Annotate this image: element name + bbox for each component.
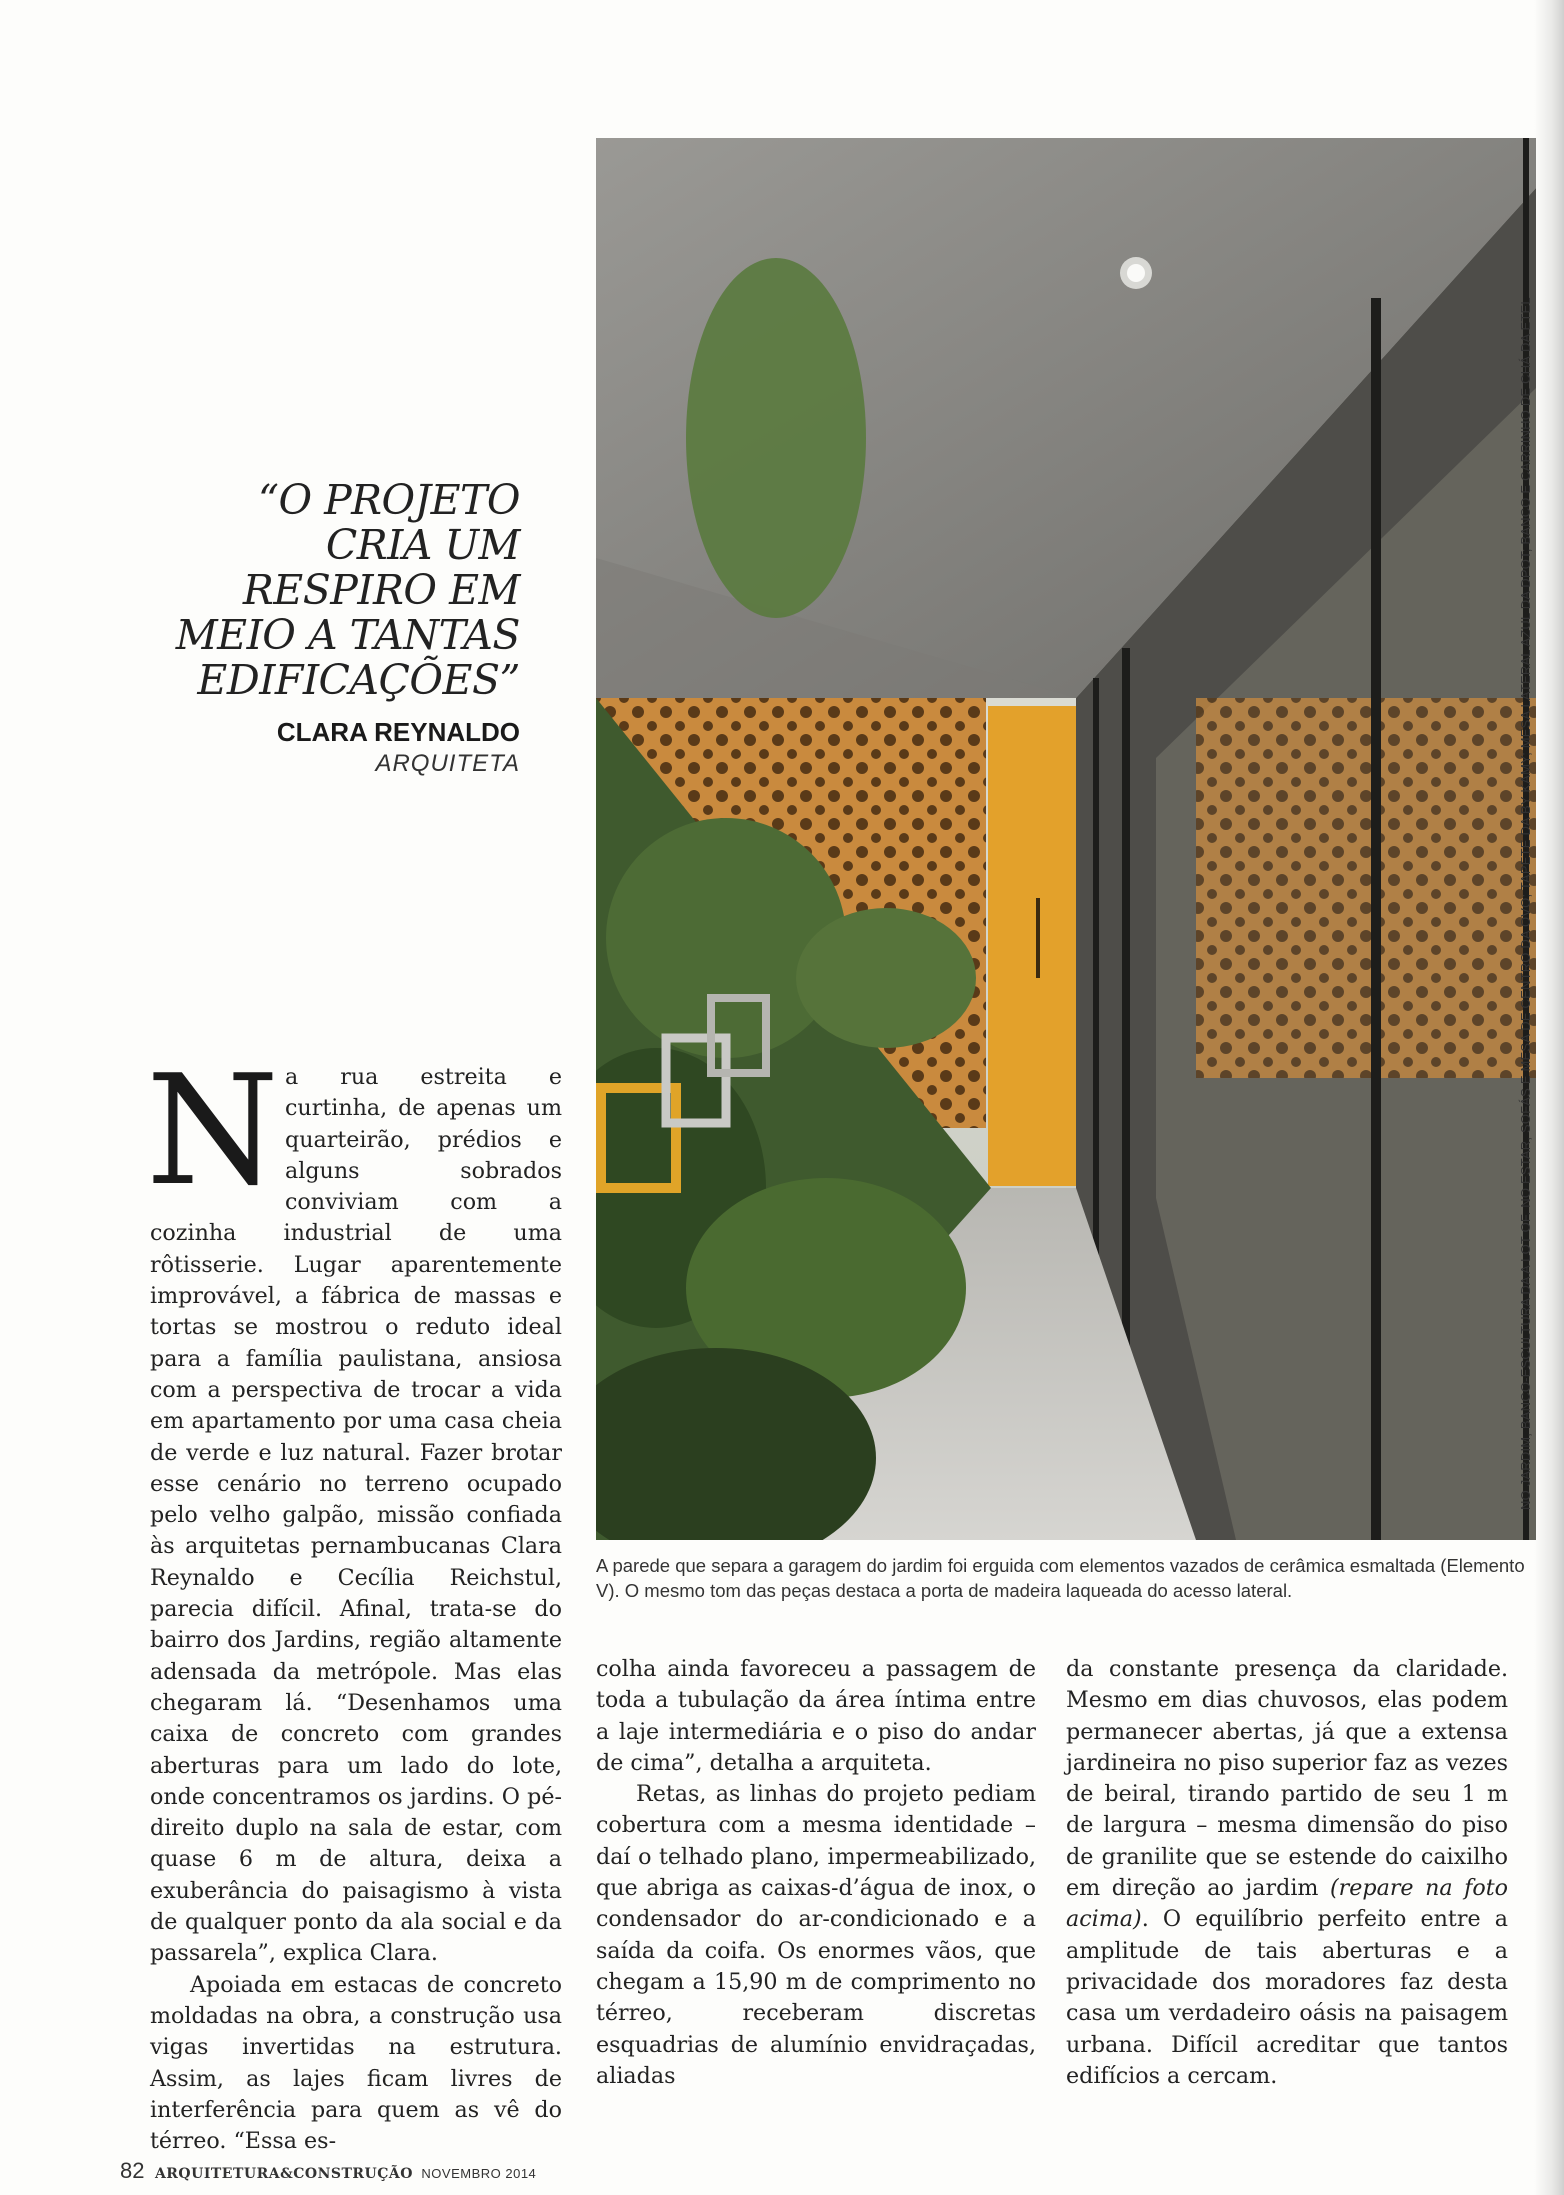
page-edge-shadow	[1534, 0, 1564, 2195]
quote-line: MEIO A TANTAS	[175, 611, 520, 659]
page-footer	[120, 2158, 536, 2184]
article-paragraph	[146, 1042, 562, 1970]
photo-caption: A parede que separa a garagem do jardim foi erguida com elementos vazados de cerâmica esmaltada (Elemento V). O mesmo tom das peças destaca a porta de madeira laqueada do acesso lateral.	[596, 1555, 1525, 1601]
article-column-3	[1066, 1654, 1508, 2092]
article-paragraph: colha ainda favoreceu a passagem de toda a tubulação da área íntima entre a laje intermediária e o piso do andar de cima”, detalha a arquiteta.	[596, 1656, 1036, 1776]
article-column-2	[596, 1654, 1036, 2092]
quote-author: CLARA REYNALDO	[276, 717, 520, 747]
pull-quote	[150, 478, 520, 778]
article-paragraph: Apoiada em estacas de concreto moldadas na obra, a construção usa vigas invertidas na estrutura. Assim, as lajes ficam livres de interferência para quem as vê do térreo. “Essa es-	[150, 1971, 562, 2155]
quote-line: RESPIRO EM	[242, 566, 520, 614]
photo-reference: (repare na foto acima)	[1066, 1875, 1508, 1933]
quote-text	[150, 478, 520, 703]
article-column-1	[146, 1042, 562, 2157]
quote-line: EDIFICAÇÕES”	[197, 656, 520, 704]
issue-date: NOVEMBRO 2014	[421, 2166, 537, 2181]
photo-credit: NO JARDIM, BANCO-ESCULTURA DA A LOT OF. NO ESTAR, SOFÁS E MESA DE CENTRO DA OVO; TAPETE DA BY KAMY; MESA LATERAL AZUL DA DPOT; BANCO E CARRINHO DE CHÁ DA ETEL	[1518, 297, 1533, 1510]
quote-line: CRIA UM	[325, 521, 520, 569]
magazine-name: ARQUITETURA&CONSTRUÇÃO	[154, 2166, 413, 2182]
garden-corridor-photo	[596, 138, 1536, 1540]
article-paragraph	[1066, 1654, 1508, 2092]
quote-author-role: ARQUITETA	[375, 750, 520, 777]
paragraph-text: . O equilíbrio perfeito entre a amplitude de tais aberturas e a privacidade dos moradores faz desta casa um verdadeiro oásis na paisagem urbana. Difícil acreditar que tantos edifícios a cercam.	[1066, 1906, 1508, 2089]
paragraph-text: da constante presença da claridade. Mesmo em dias chuvosos, elas podem permanecer abertas, já que a extensa jardineira no piso superior faz as vezes de beiral, tirando partido de seu 1 m de largura – mesma dimensão do piso de granilite que se estende do caixilho em direção ao jardim	[1066, 1656, 1508, 1902]
page-number: 82	[120, 2158, 145, 2183]
article-paragraph: Retas, as linhas do projeto pediam cobertura com a mesma identidade – daí o telhado plano, impermeabilizado, que abriga as caixas-d’água de inox, o condensador do ar-condicionado e a saída da coifa. Os enormes vãos, que chegam a 15,90 m de comprimento no térreo, receberam discretas esquadrias de alumínio envidraçadas, aliadas	[596, 1781, 1036, 2089]
paragraph-text: a rua estreita e curtinha, de apenas um quarteirão, prédios e alguns sobrados conviviam com a cozinha industrial de uma rôtisserie. Lugar aparentemente improvável, a fábrica de massas e tortas se mostrou o reduto ideal para a família paulistana, ansiosa com a perspectiva de trocar a vida em apartamento por uma casa cheia de verde e luz natural. Fazer brotar esse cenário no terreno ocupado pelo velho galpão, missão confiada às arquitetas pernambucanas Clara Reynaldo e Cecília Reichstul, parecia difícil. Afinal, trata-se do bairro dos Jardins, região altamente adensada da metrópole. Mas elas chegaram lá. “Desenhamos uma caixa de concreto com grandes aberturas para um lado do lote, onde concentramos os jardins. O pé-direito duplo na sala de estar, com quase 6 m de altura, deixa a exuberância do paisagismo à vista de qualquer ponto da ala social e da passarela”, explica Clara.	[150, 1064, 562, 1967]
drop-cap: N	[146, 1042, 279, 1219]
quote-line: “O PROJETO	[257, 476, 520, 524]
